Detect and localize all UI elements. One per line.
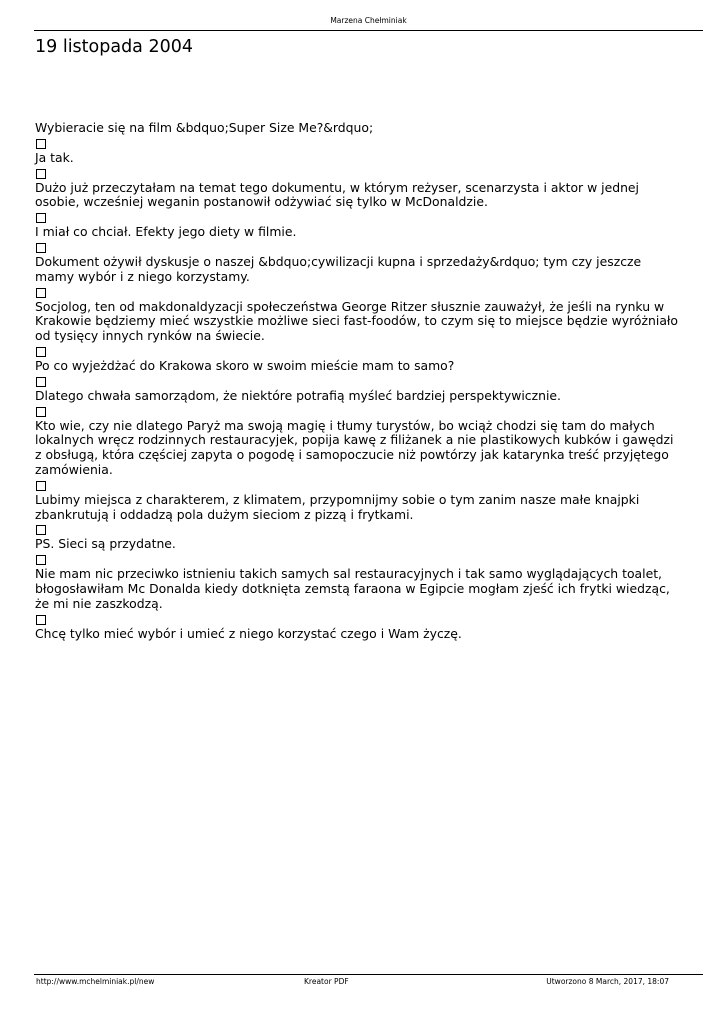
article-paragraph: Chcę tylko mieć wybór i umieć z niego korzystać czego i Wam życzę.: [35, 625, 462, 641]
missing-glyph-box-icon: [36, 288, 46, 298]
missing-glyph-box-icon: [36, 347, 46, 357]
article-paragraph: Po co wyjeżdżać do Krakowa skoro w swoim mieście mam to samo?: [35, 357, 455, 373]
footer-url-link[interactable]: http://www.mchelminiak.pl/new: [36, 977, 155, 986]
page-title: 19 listopada 2004: [35, 37, 194, 57]
missing-glyph-box-icon: [36, 139, 46, 149]
missing-glyph-box-icon: [36, 481, 46, 491]
article-paragraph: Socjolog, ten od makdonaldyzacji społeczeństwa George Ritzer słusznie zauważył, że jeśli na rynku w Krakowie będziemy mieć wszystkie możliwe sieci fast-foodów, to czym się to miejsce będzie wyróżniało od tysięcy innych rynków na świecie.: [35, 298, 679, 344]
missing-glyph-box-icon: [36, 407, 46, 417]
article-paragraph: I miał co chciał. Efekty jego diety w filmie.: [35, 224, 297, 240]
header-author: Marzena Chełminiak: [330, 16, 407, 25]
article-paragraph: Lubimy miejsca z charakterem, z klimatem, przypomnijmy sobie o tym zanim nasze małe knajpki zbankrutują i oddadzą pola dużym sieciom z pizzą i frytkami.: [35, 491, 640, 522]
missing-glyph-box-icon: [36, 555, 46, 565]
article-paragraph: PS. Sieci są przydatne.: [35, 536, 176, 552]
article-paragraph: Nie mam nic przeciwko istnieniu takich samych sal restauracyjnych i tak samo wyglądających toalet, błogosławiłam Mc Donalda kiedy dotknięta zemstą faraona w Egipcie mogłam zjeść ich frytki wiedząc, że mi nie zaszkodzą.: [35, 566, 670, 611]
missing-glyph-box-icon: [36, 615, 46, 625]
missing-glyph-box-icon: [36, 169, 46, 179]
article-paragraph: Ja tak.: [35, 149, 74, 165]
page-header: [34, 14, 703, 31]
article-body: [35, 121, 683, 641]
footer-created-date: Utworzono 8 March, 2017, 18:07: [546, 977, 669, 986]
page-footer: [34, 974, 703, 989]
article-paragraph: Kto wie, czy nie dlatego Paryż ma swoją magię i tłumy turystów, bo wciąż chodzi się tam do małych lokalnych wręcz rodzinnych restauracyjek, popija kawę z filiżanek a nie plastikowych kubków i gawędzi z obsługą, która częściej zapyta o pogodę i samopoczucie niż powtórzy jak katarynka treść przyjętego zamówienia.: [35, 417, 674, 477]
article-paragraph: Dużo już przeczytałam na temat tego dokumentu, w którym reżyser, scenarzysta i aktor w jednej osobie, wcześniej weganin postanowił odżywiać się tylko w McDonaldzie.: [35, 179, 639, 210]
missing-glyph-box-icon: [36, 243, 46, 253]
footer-creator: Kreator PDF: [304, 977, 349, 986]
missing-glyph-box-icon: [36, 213, 46, 223]
missing-glyph-box-icon: [36, 525, 46, 535]
article-paragraph: Wybieracie się na film &bdquo;Super Size Me?&rdquo;: [35, 120, 374, 135]
article-paragraph: Dokument ożywił dyskusje o naszej &bdquo;cywilizacji kupna i sprzedaży&rdquo; tym czy jeszcze mamy wybór i z niego korzystamy.: [35, 253, 642, 284]
article-paragraph: Dlatego chwała samorządom, że niektóre potrafią myśleć bardziej perspektywicznie.: [35, 387, 561, 403]
missing-glyph-box-icon: [36, 377, 46, 387]
